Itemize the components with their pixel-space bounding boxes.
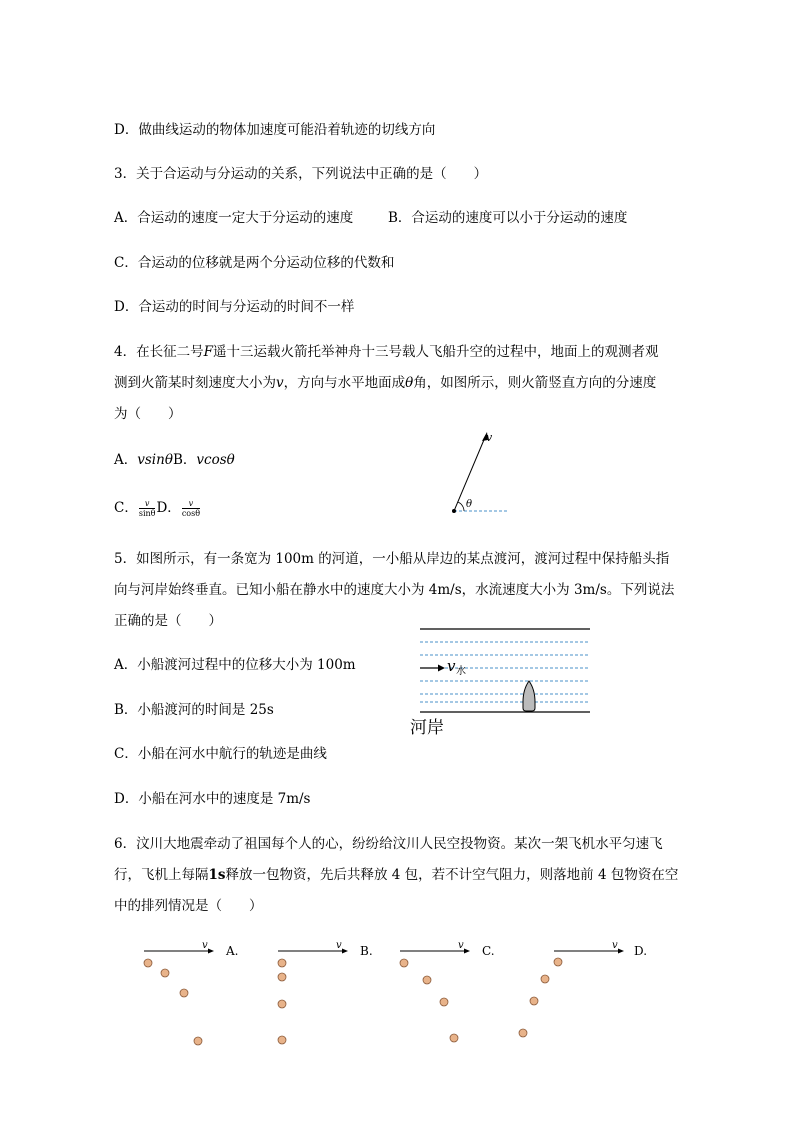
q4-stem-v: v (276, 375, 284, 391)
q6-d-package (530, 997, 538, 1005)
q6-b-package (278, 959, 286, 967)
q6-b-package (278, 1036, 286, 1044)
q5-option-a: A．小船渡河过程中的位移大小为 100m (114, 657, 356, 673)
q6-a-package (161, 969, 169, 977)
q6-a-label: A. (226, 944, 239, 958)
q3-option-d: D．合运动的时间与分运动的时间不一样 (114, 299, 355, 315)
q6-d-package (554, 958, 562, 966)
q4-option-c-num: v (139, 499, 156, 509)
q5-stem-line3: 正确的是（ ） (114, 613, 222, 629)
q6-a-v-label: v (202, 940, 208, 951)
q4-stem-F: F (203, 344, 213, 360)
q5-stem-line2: 向与河岸始终垂直。已知小船在静水中的速度大小为 4m/s，水流速度大小为 3m/s。下列说法 (114, 582, 675, 598)
q6-c-v-label: v (458, 940, 464, 951)
q6-figure-b (278, 940, 373, 1044)
q4-option-c-den: sinθ (138, 509, 156, 518)
q6-c-arrowhead-icon (464, 949, 470, 954)
q6-d-arrowhead-icon (618, 949, 624, 954)
q4-option-d-den: cosθ (181, 509, 201, 518)
q5-boat-icon (523, 681, 535, 711)
q4-option-c-fraction (139, 499, 156, 518)
q2-option-d: D．做曲线运动的物体加速度可能沿着轨迹的切线方向 (114, 122, 436, 138)
q4-option-a-expr: vsinθ (137, 452, 173, 468)
q5-option-c: C．小船在河水中航行的轨迹是曲线 (114, 746, 327, 762)
q6-d-package (519, 1029, 527, 1037)
q6-c-package (450, 1034, 458, 1042)
q4-option-a-label: A． (114, 452, 138, 468)
q5-figure-bank-label: 河岸 (410, 718, 444, 738)
q6-stem-line1: 6．汶川大地震牵动了祖国每个人的心，纷纷给汶川人民空投物资。某次一架飞机水平匀速飞 (114, 836, 663, 852)
q4-stem-line3: 为（ ） (114, 406, 182, 422)
q4-velocity-figure (440, 425, 520, 520)
q4-stem-line1 (114, 343, 658, 361)
q4-stem-line1-pre: 4．在长征二号 (114, 344, 204, 360)
q6-figure-a (144, 940, 238, 1045)
q5-current-arrowhead-icon (438, 665, 445, 672)
q5-option-d: D．小船在河水中的速度是 7m/s (114, 791, 311, 807)
q3-option-c: C．合运动的位移就是两个分运动位移的代数和 (114, 255, 395, 271)
q6-b-package (278, 973, 286, 981)
q6-options-figure (136, 938, 656, 1053)
q6-b-v-label: v (336, 940, 342, 951)
q4-stem-line2 (114, 374, 656, 392)
q4-stem-line2-mid: ，方向与水平地面成 (283, 375, 406, 391)
q5-stem-line1: 5．如图所示，有一条宽为 100m 的河道，一小船从岸边的某点渡河，渡河过程中保持船头指 (114, 551, 670, 567)
q4-stem-line2-post: 角，如图所示，则火箭竖直方向的分速度 (413, 375, 657, 391)
q4-stem-theta: θ (405, 375, 414, 391)
q3-option-b: B．合运动的速度可以小于分运动的速度 (388, 210, 628, 226)
q6-d-v-label: v (612, 940, 618, 951)
q6-b-arrowhead-icon (342, 949, 348, 954)
q3-stem: 3．关于合运动与分运动的关系，下列说法中正确的是（ ） (114, 166, 488, 182)
q6-figure-d (519, 940, 647, 1037)
q6-a-package (194, 1037, 202, 1045)
q4-option-d-num: v (182, 499, 200, 509)
q5-figure-v-sub: 水 (456, 666, 466, 677)
q6-d-label: D. (634, 944, 648, 958)
q4-options-ab (114, 451, 235, 469)
q4-stem-line1-post: 遥十三运载火箭托举神舟十三号载人飞船升空的过程中，地面上的观测者观 (212, 344, 659, 360)
q4-figure-v-label: v (486, 431, 493, 444)
q4-option-b-expr: vcosθ (196, 452, 235, 468)
q4-option-c-label: C． (114, 500, 138, 516)
q6-c-package (423, 976, 431, 984)
q5-option-b: B．小船渡河的时间是 25s (114, 702, 274, 718)
q4-option-d-label: D． (156, 500, 181, 516)
q6-a-package (144, 959, 152, 967)
q6-stem-line2-post: 释放一包物资，先后共释放 4 包，若不计空气阻力，则落地前 4 包物资在空 (225, 867, 679, 883)
q5-river-figure (408, 622, 598, 742)
q6-c-package (400, 959, 408, 967)
q4-option-d-fraction (182, 499, 200, 518)
q6-stem-line3: 中的排列情况是（ ） (114, 898, 263, 914)
q4-figure-theta-label: θ (466, 499, 473, 510)
q6-a-arrowhead-icon (208, 949, 214, 954)
q6-a-package (180, 989, 188, 997)
q6-c-label: C. (482, 944, 495, 958)
q4-option-b-label: B． (172, 452, 197, 468)
q6-b-label: B. (360, 944, 373, 958)
q6-stem-interval: 1s (208, 867, 226, 883)
q5-figure-v-label: v (447, 657, 456, 675)
q6-d-package (541, 975, 549, 983)
q6-figure-c (400, 940, 495, 1042)
q4-origin-point (452, 509, 456, 513)
q6-stem-line2-pre: 行，飞机上每隔 (114, 867, 209, 883)
q4-options-cd (114, 499, 201, 518)
q6-stem-line2 (114, 866, 678, 884)
q4-angle-arc (458, 502, 464, 511)
q6-b-package (278, 1000, 286, 1008)
q4-stem-line2-pre: 测到火箭某时刻速度大小为 (114, 375, 276, 391)
q3-option-a: A．合运动的速度一定大于分运动的速度 (114, 210, 354, 226)
q6-c-package (440, 998, 448, 1006)
